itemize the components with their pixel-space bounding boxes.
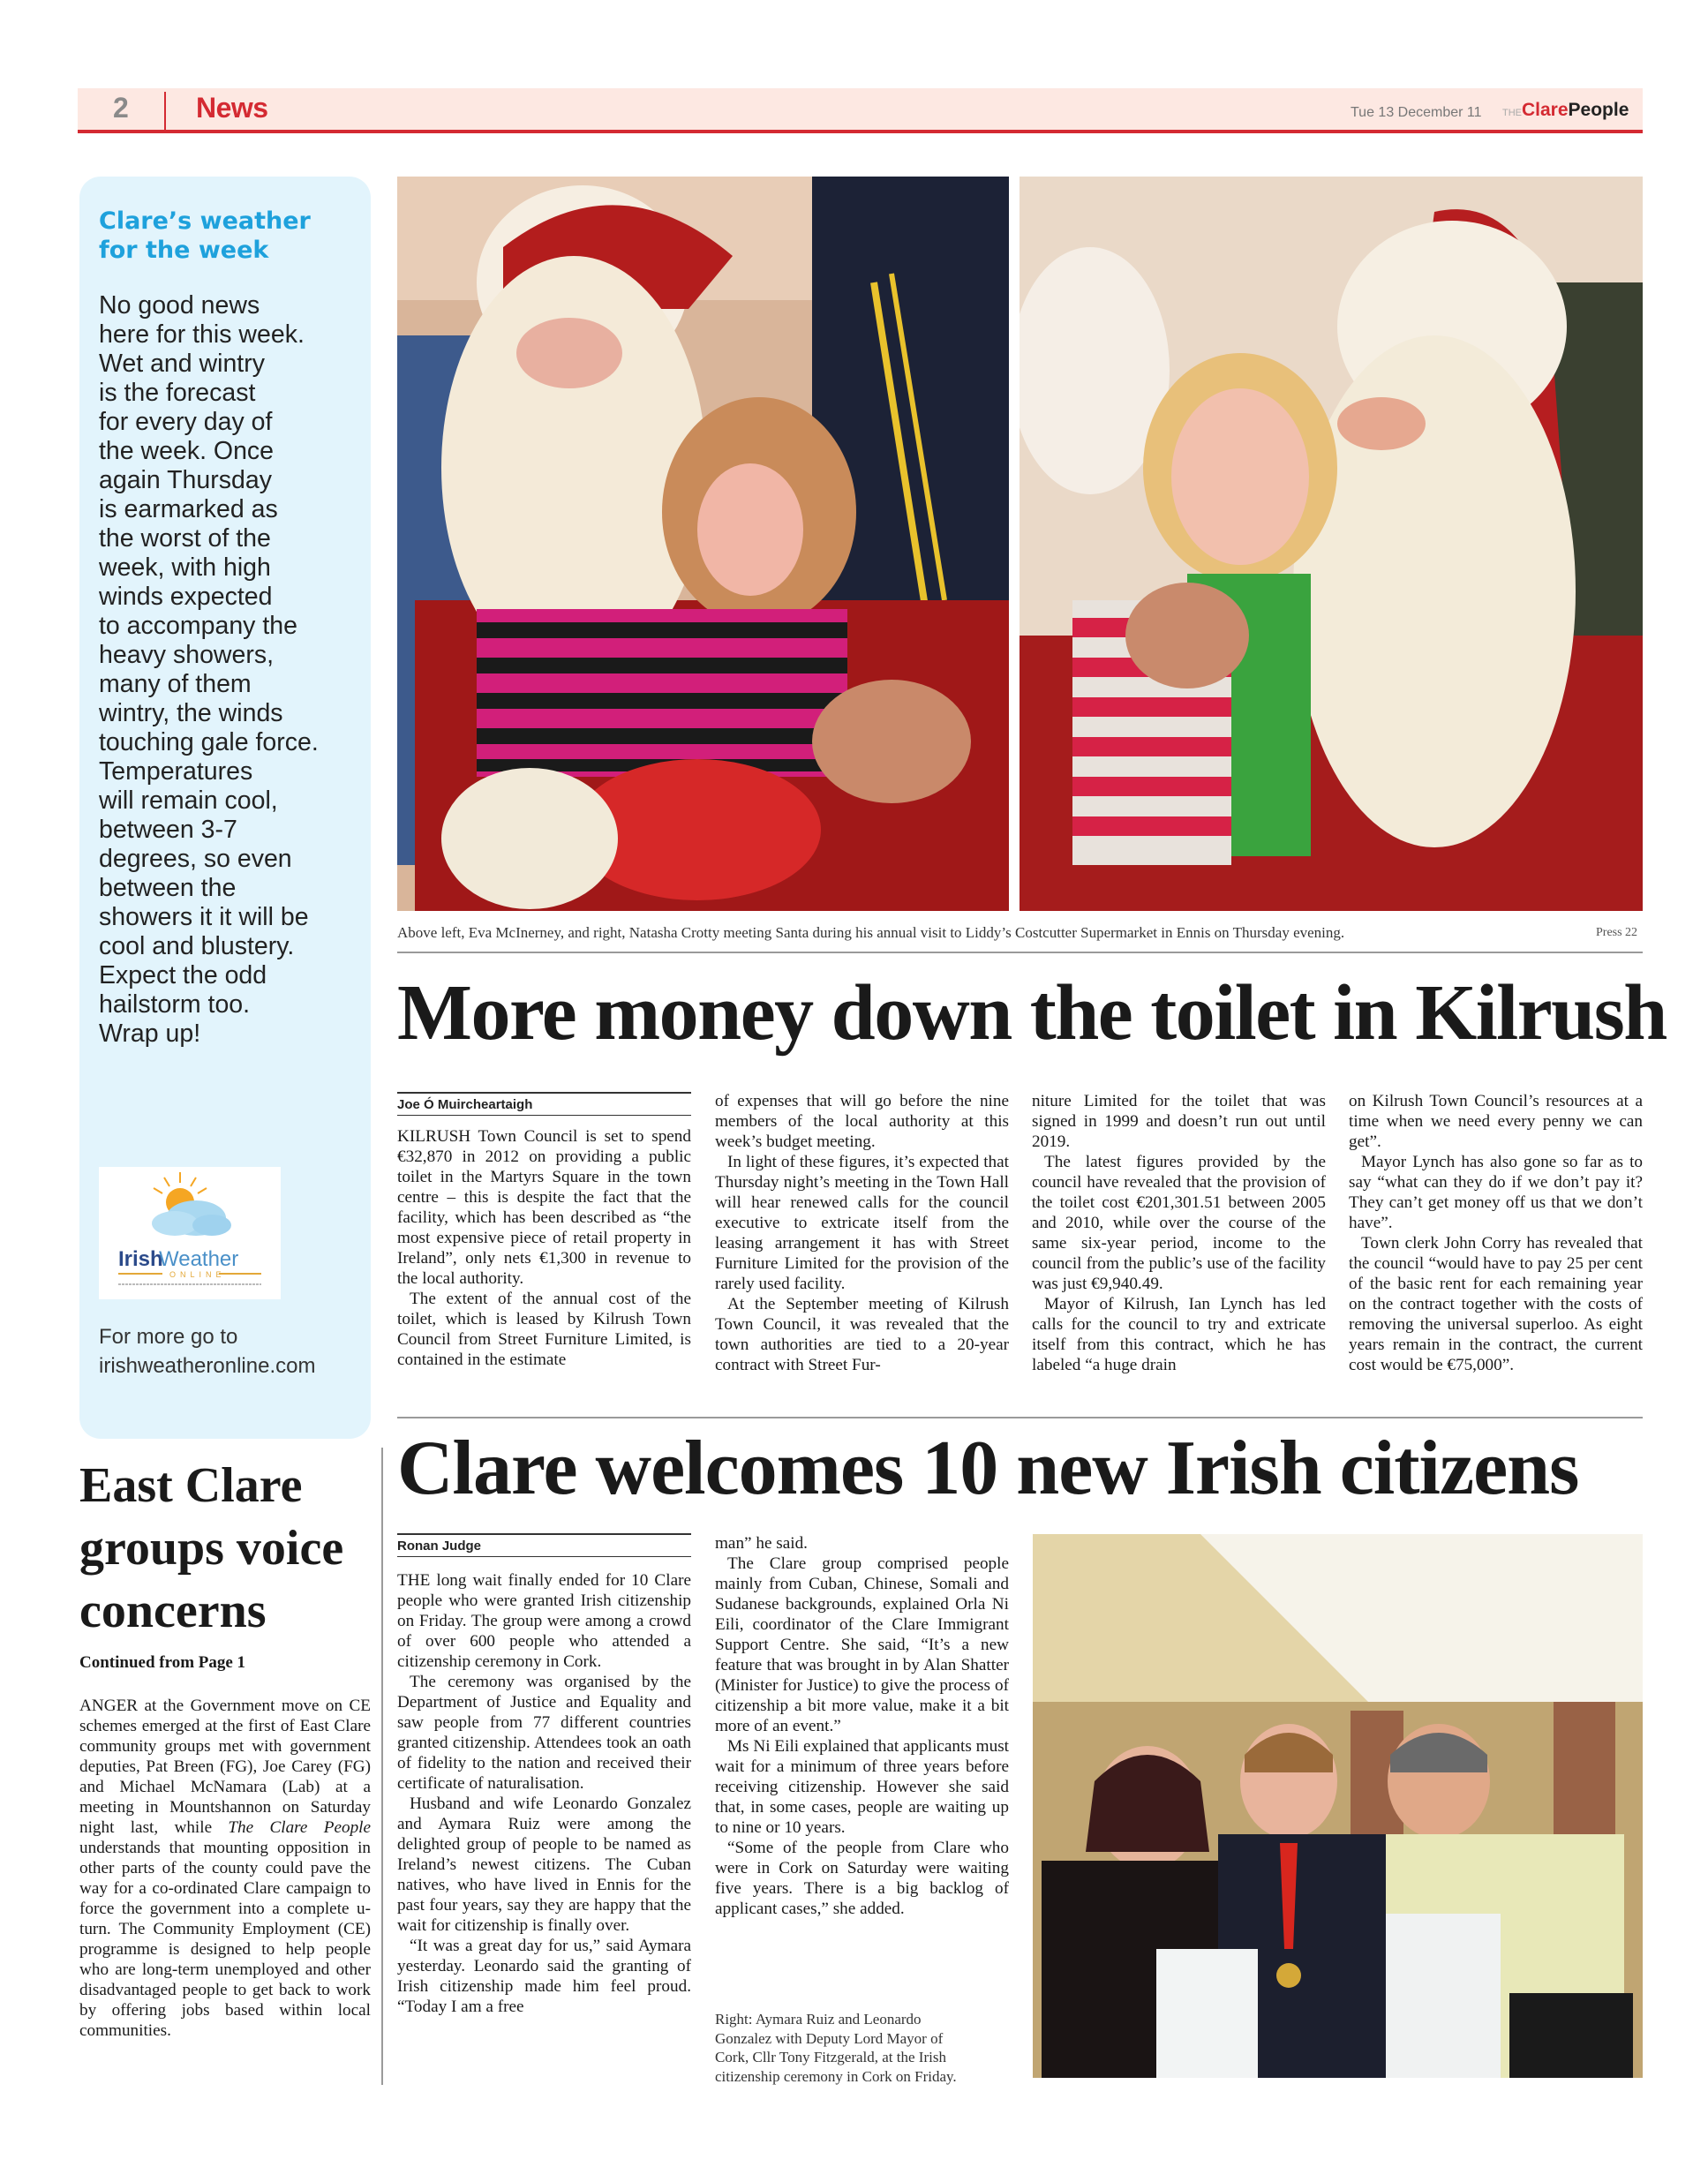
weather-line: will remain cool, — [99, 786, 278, 815]
weather-line: the week. Once — [99, 437, 275, 465]
paragraph: The extent of the annual cost of the toilet, which is leased by Kilrush Town Council from Street Furniture Limited, is contained in the estimate — [397, 1290, 691, 1369]
weather-more-text: For more go to — [99, 1325, 238, 1349]
weather-line: between the — [99, 874, 237, 902]
headline-line: East Clare — [79, 1458, 303, 1513]
weather-line: touching gale force. — [99, 728, 319, 756]
weather-line: heavy showers, — [99, 641, 275, 669]
caption-line: Gonzalez with Deputy Lord Mayor of — [715, 2029, 944, 2047]
caption-line: Right: Aymara Ruiz and Leonardo — [715, 2011, 922, 2028]
weather-line: the worst of the — [99, 524, 271, 553]
page-number: 2 — [113, 92, 129, 124]
caption-line: Cork, Cllr Tony Fitzgerald, at the Irish — [715, 2049, 946, 2065]
masthead-the: THE — [1502, 108, 1522, 118]
weather-forecast — [99, 291, 364, 1049]
paragraph: Ms Ni Eili explained that applicants must wait for a minimum of three years before receiving citizenship. However she said that, in some cases, people are waiting up to nine or 10 years. — [715, 1737, 1009, 1837]
headline-line: groups voice — [79, 1521, 344, 1576]
paragraph: Mayor Lynch has also gone so far as to say “what can they do if we don’t pay it? They can’t get money off us that we don’t have”. — [1349, 1153, 1643, 1232]
weather-line: wintry, the winds — [99, 699, 283, 727]
sun-cloud-icon — [99, 1167, 281, 1299]
paragraph: niture Limited for the toilet that was signed in 1999 and doesn’t run out until 2019. — [1032, 1092, 1326, 1151]
caption-rule — [397, 952, 1643, 953]
headline-line: concerns — [79, 1584, 267, 1638]
weather-line: is earmarked as — [99, 495, 278, 523]
kilrush-column-4 — [1349, 1091, 1643, 1375]
paragraph: Mayor of Kilrush, Ian Lynch has led calls for the council to try and extricate itself from this contract, which he has labeled “a huge drain — [1032, 1295, 1326, 1374]
issue-date: Tue 13 December 11 — [1351, 105, 1482, 120]
kilrush-column-1 — [397, 1126, 691, 1370]
weather-line: No good news — [99, 291, 260, 320]
weather-line: cool and blustery. — [99, 932, 295, 960]
weather-line: between 3-7 — [99, 816, 237, 844]
paragraph: The latest figures provided by the council have revealed that the provision of the toilet cost €201,301.51 between 2005 and 2010, while over the course of the same six-year period, income to the council from the public’s use of the facility was just €9,940.49. — [1032, 1153, 1326, 1293]
paragraph: Husband and wife Leonardo Gonzalez and Aymara Ruiz were among the delighted group of people to be named as Ireland’s newest citizens. The Cuban natives, who have lived in Ennis for the past four years, say they are happy that the wait for citizenship is finally over. — [397, 1795, 691, 1935]
paragraph — [79, 1696, 371, 2041]
caption-line: citizenship ceremony in Cork on Friday. — [715, 2067, 957, 2085]
weather-line: hailstorm too. — [99, 990, 251, 1019]
citizens-photo-caption — [715, 2010, 1015, 2086]
headline-citizens: Clare welcomes 10 new Irish citizens — [397, 1426, 1579, 1511]
weather-line: winds expected — [99, 583, 273, 611]
weather-line: Temperatures — [99, 757, 253, 786]
logo-online: ONLINE — [169, 1270, 226, 1279]
header-divider — [164, 92, 166, 131]
masthead-logo — [1502, 100, 1629, 121]
weather-line: week, with high — [99, 553, 271, 582]
paragraph: man” he said. — [715, 1534, 808, 1553]
masthead-clare: Clare — [1522, 100, 1569, 120]
paragraph: KILRUSH Town Council is set to spend €32,870 in 2012 on providing a public toilet in the Martyrs Square in the town centre – this is despite the fact that the facility, which has been described as “the most expensive piece of retail property in Ireland”, only nets €1,300 in revenue to the local authority. — [397, 1127, 691, 1288]
publication-name: The Clare People — [228, 1818, 372, 1837]
kilrush-column-2 — [715, 1091, 1009, 1375]
paragraph: At the September meeting of Kilrush Town Council, it was revealed that the town authorities are tied to a 20-year contract with Street Fur- — [715, 1295, 1009, 1374]
weather-line: showers it it will be — [99, 903, 309, 931]
paragraph: “It was a great day for us,” said Aymara yesterday. Leonardo said the granting of Irish citizenship made him feel proud. “Today I am a free — [397, 1937, 691, 2016]
paragraph: In light of these figures, it’s expected that Thursday night’s meeting in the Town Hall will hear renewed calls for the council executive to extricate itself from the leasing arrangement it has with Street Furniture Limited for the provision of the rarely used facility. — [715, 1153, 1009, 1293]
byline-kilrush: Joe Ó Muircheartaigh — [397, 1092, 691, 1116]
photo-credit: Press 22 — [1596, 926, 1638, 939]
paragraph: “Some of the people from Clare who were in Cork on Saturday were waiting five years. There is a big backlog of applicant cases,” she added. — [715, 1839, 1009, 1918]
photo-natasha-crotty-santa — [1020, 177, 1643, 911]
east-clare-column — [79, 1696, 371, 2041]
masthead-people: People — [1568, 100, 1629, 120]
section-label: News — [196, 92, 268, 124]
weather-box — [79, 177, 371, 1439]
weather-line: Expect the odd — [99, 961, 267, 989]
weather-website-link[interactable]: irishweatheronline.com — [99, 1354, 316, 1378]
article-divider — [397, 1417, 1643, 1418]
photo-eva-mcinerney-santa — [397, 177, 1009, 911]
weather-line: Wet and wintry — [99, 350, 265, 378]
continued-from-label: Continued from Page 1 — [79, 1653, 246, 1672]
weather-title: Clare’s weather for the week — [99, 207, 311, 264]
paragraph: The Clare group comprised people mainly from Cuban, Chinese, Somali and Sudanese backgrounds, explained Orla Ni Eili, coordinator of the Clare Immigrant Support Centre. She said, “It’s a new feature that was brought in by Alan Shatter (Minister for Justice) to give the process of citizenship a bit more value, make it a bit more of an event.” — [715, 1554, 1009, 1735]
weather-line: is the forecast — [99, 379, 256, 407]
weather-line: many of them — [99, 670, 252, 698]
weather-line: to accompany the — [99, 612, 297, 640]
paragraph: of expenses that will go before the nine members of the local authority at this week’s budget meeting. — [715, 1092, 1009, 1151]
kilrush-column-3 — [1032, 1091, 1326, 1375]
photo-citizenship-ceremony — [1033, 1534, 1643, 2078]
weather-line: degrees, so even — [99, 845, 292, 873]
paragraph: THE long wait finally ended for 10 Clare people who were granted Irish citizenship on Friday. The group were among a crowd of over 600 people who attended a citizenship ceremony in Cork. — [397, 1571, 691, 1671]
paragraph: Town clerk John Corry has revealed that the council “would have to pay 25 per cent of the basic rent for each remaining year on the contract together with the costs of removing the universal superloo. As eight years remain in the contract, the current cost would be €75,000”. — [1349, 1234, 1643, 1374]
paragraph: on Kilrush Town Council’s resources at a time when we need every penny we can get”. — [1349, 1092, 1643, 1151]
body-text: ANGER at the Government move on CE schemes emerged at the first of East Clare community groups met with government deputies, Pat Breen (FG), Joe Carey (FG) and Michael McNamara (Lab) at a meeting in Mountshannon on Saturday night last, while — [79, 1697, 371, 1837]
column-divider — [381, 1448, 383, 2085]
irish-weather-online-logo — [99, 1167, 281, 1299]
citizens-column-1 — [397, 1570, 691, 2017]
logo-weather: Weather — [159, 1247, 239, 1271]
paragraph: The ceremony was organised by the Department of Justice and Equality and saw people from 77 different countries granted citizenship. Attendees took an oath of fidelity to the nation and received their certificate of naturalisation. — [397, 1673, 691, 1793]
weather-more-info — [99, 1322, 315, 1381]
headline-kilrush: More money down the toilet in Kilrush — [397, 969, 1667, 1057]
photo-caption: Above left, Eva McInerney, and right, Natasha Crotty meeting Santa during his annual visit to Liddy’s Costcutter Supermarket in Ennis on Thursday evening. — [397, 924, 1345, 941]
logo-irish: Irish — [118, 1247, 163, 1271]
weather-line: Wrap up! — [99, 1020, 201, 1048]
weather-line: again Thursday — [99, 466, 272, 494]
citizens-column-2 — [715, 1533, 1009, 1919]
weather-line: for every day of — [99, 408, 273, 436]
weather-line: here for this week. — [99, 320, 305, 349]
headline-east-clare — [79, 1455, 380, 1643]
byline-citizens: Ronan Judge — [397, 1533, 691, 1557]
body-text: understands that mounting opposition in other parts of the county could pave the way for a co-ordinated Clare campaign to force the government into a complete u-turn. The Community Employment (CE) programme is designed to help people who are long-term unemployed and other disadvantaged people to get back to work by offering jobs based within local communities. — [79, 1839, 371, 2040]
header-rule — [78, 130, 1643, 133]
